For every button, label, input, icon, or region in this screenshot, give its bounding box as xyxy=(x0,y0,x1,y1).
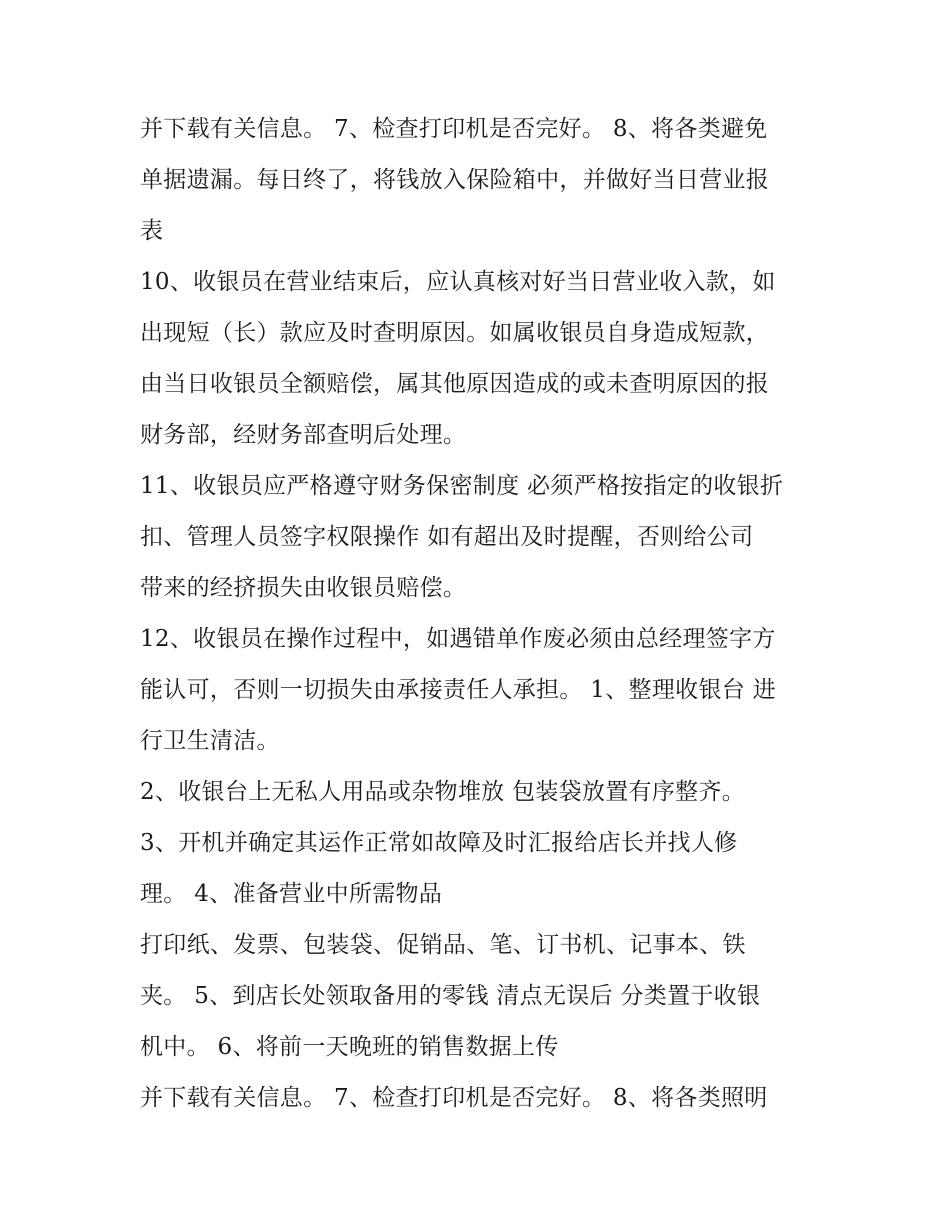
text-line: 理。 4、准备营业中所需物品 xyxy=(140,881,443,907)
text-line: 表 xyxy=(140,218,164,244)
document-body xyxy=(140,104,820,1124)
text-line: 财务部，经财务部查明后处理。 xyxy=(140,422,467,448)
text-line: 2、收银台上无私人用品或杂物堆放 包装袋放置有序整齐。 xyxy=(140,779,746,805)
text-line: 并下载有关信息。 7、检查打印机是否完好。 8、将各类避免 xyxy=(140,116,768,142)
text-line: 11、收银员应严格遵守财务保密制度 必须严格按指定的收银折 xyxy=(140,473,784,499)
text-line: 并下载有关信息。 7、检查打印机是否完好。 8、将各类照明 xyxy=(140,1085,768,1111)
text-line: 3、开机并确定其运作正常如故障及时汇报给店长并找人修 xyxy=(140,830,738,856)
text-line: 12、收银员在操作过程中，如遇错单作废必须由总经理签字方 xyxy=(140,626,776,652)
text-line: 夹。 5、到店长处领取备用的零钱 清点无误后 分类置于收银 xyxy=(140,983,761,1009)
text-line: 机中。 6、将前一天晚班的销售数据上传 xyxy=(140,1034,559,1060)
text-line: 10、收银员在营业结束后，应认真核对好当日营业收入款，如 xyxy=(140,269,776,295)
text-line: 由当日收银员全额赔偿，属其他原因造成的或未查明原因的报 xyxy=(140,371,770,397)
text-line: 出现短（长）款应及时查明原因。如属收银员自身造成短款， xyxy=(140,320,770,346)
text-line: 打印纸、发票、包装袋、促销品、笔、订书机、记事本、铁 xyxy=(140,932,746,958)
text-line: 行卫生清洁。 xyxy=(140,728,280,754)
text-line: 能认可，否则一切损失由承接责任人承担。 1、整理收银台 进 xyxy=(140,677,776,703)
text-line: 单据遗漏。每日终了，将钱放入保险箱中，并做好当日营业报 xyxy=(140,167,770,193)
text-line: 带来的经挤损失由收银员赔偿。 xyxy=(140,575,467,601)
text-line: 扣、管理人员签字权限操作 如有超出及时提醒，否则给公司 xyxy=(140,524,754,550)
